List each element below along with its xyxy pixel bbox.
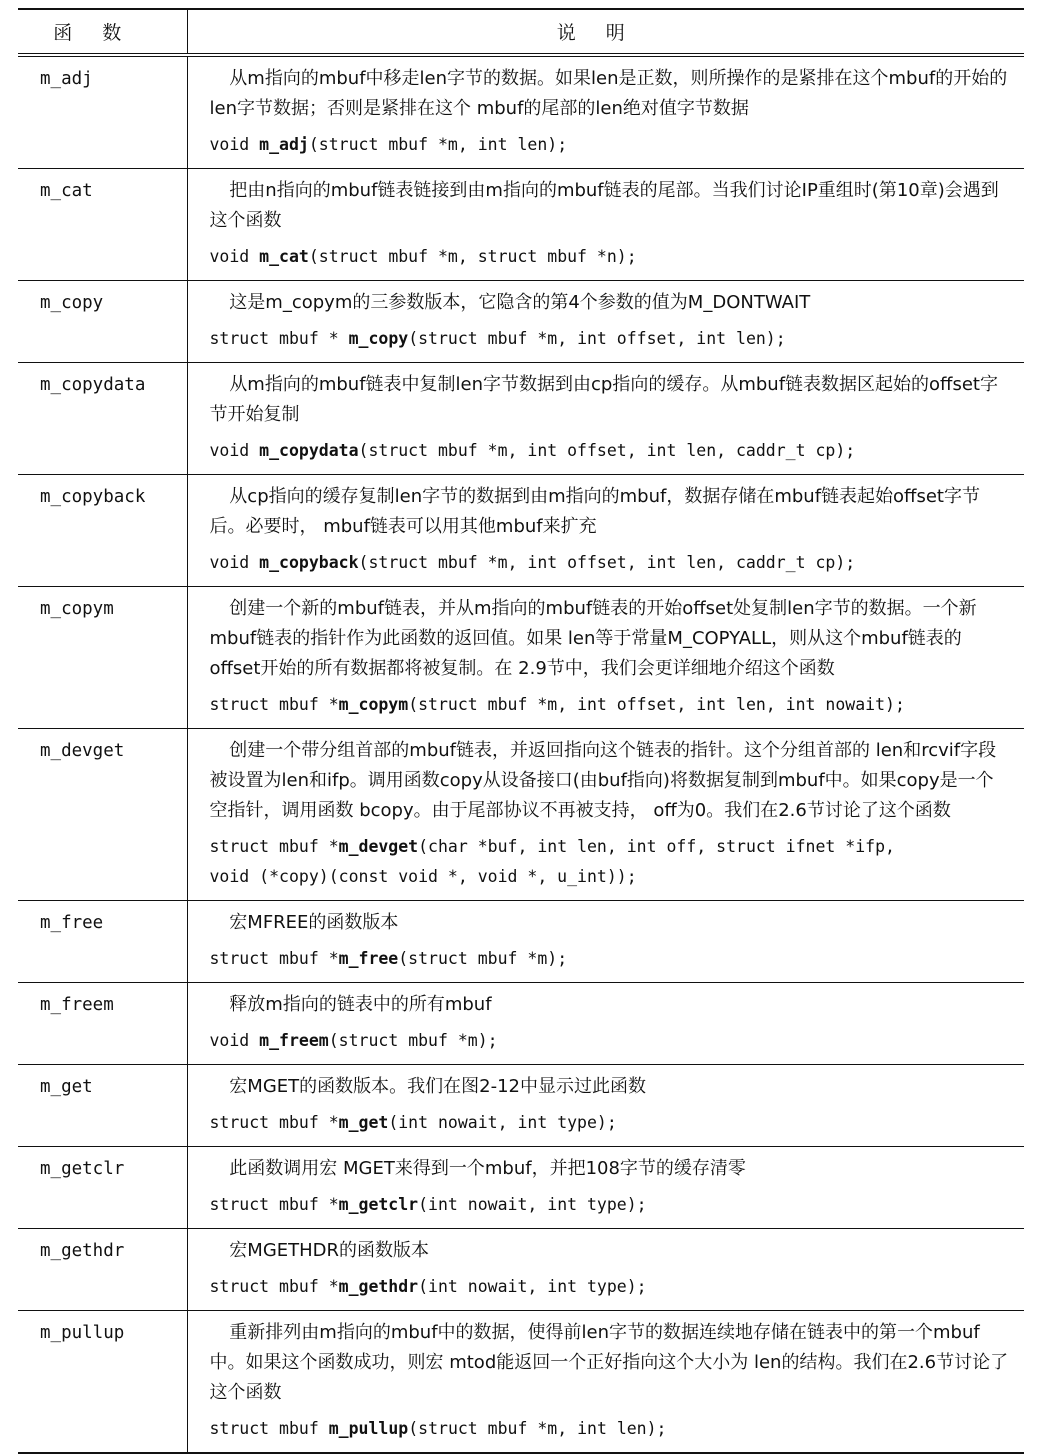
function-description-cell <box>187 983 1024 1065</box>
function-signature <box>210 1190 1011 1220</box>
signature-prefix: struct mbuf * <box>209 695 339 714</box>
signature-prefix: struct mbuf * <box>209 1195 339 1214</box>
signature-prefix: struct mbuf <box>209 1419 329 1438</box>
table-row <box>18 363 1024 475</box>
signature-params: (struct mbuf *m, int len); <box>308 135 568 154</box>
function-signature <box>210 1414 1011 1444</box>
function-signature <box>210 130 1011 160</box>
description-text: 创建一个新的mbuf链表，并从m指向的mbuf链表的开始offset处复制len字节的数据。一个新mbuf链表的指针作为此函数的返回值。如果 len等于常量M_COPYALL，则从这个mbuf链表的offset开始的所有数据都将被复制。在 2.9节中，我们会更详细地介绍这个函数 <box>209 598 977 679</box>
function-name: m_copym <box>18 587 187 729</box>
description-text: 从m指向的mbuf链表中复制len字节数据到由cp指向的缓存。从mbuf链表数据区起始的offset字节开始复制 <box>209 374 998 425</box>
signature-function: m_copy <box>348 329 409 348</box>
signature-params: (struct mbuf *m); <box>328 1031 498 1050</box>
function-description-cell <box>187 1311 1024 1454</box>
table-row <box>18 1147 1024 1229</box>
function-description-cell <box>187 587 1024 729</box>
signature-params: (struct mbuf *m, int offset, int len); <box>408 329 786 348</box>
description-text: 宏MGETHDR的函数版本 <box>229 1240 430 1261</box>
signature-prefix: void <box>209 1031 260 1050</box>
signature-function: m_copym <box>338 695 409 714</box>
function-description-cell <box>187 55 1024 169</box>
signature-function: m_pullup <box>328 1419 409 1438</box>
signature-params: (struct mbuf *m, int offset, int len, int nowait); <box>408 695 905 714</box>
function-description-cell <box>187 1229 1024 1311</box>
signature-prefix: struct mbuf * <box>209 837 339 856</box>
description-text: 宏MFREE的函数版本 <box>229 912 399 933</box>
description-text: 从m指向的mbuf中移走len字节的数据。如果len是正数，则所操作的是紧排在这个mbuf的开始的len字节数据；否则是紧排在这个 mbuf的尾部的len绝对值字节数据 <box>209 68 1008 119</box>
signature-function: m_freem <box>259 1031 329 1050</box>
signature-function: m_gethdr <box>338 1277 419 1296</box>
signature-params: (struct mbuf *m, int offset, int len, caddr_t cp); <box>358 441 856 460</box>
function-signature <box>210 1026 1011 1056</box>
table-header-row <box>18 9 1024 55</box>
function-name: m_adj <box>18 55 187 169</box>
function-table-page <box>18 8 1024 1454</box>
signature-function: m_get <box>338 1113 389 1132</box>
function-name: m_copyback <box>18 475 187 587</box>
signature-function: m_devget <box>338 837 419 856</box>
function-description-cell <box>187 729 1024 901</box>
function-name: m_cat <box>18 169 187 281</box>
signature-prefix: struct mbuf * <box>209 329 349 348</box>
table-row <box>18 983 1024 1065</box>
signature-function: m_copydata <box>259 441 359 460</box>
function-description-cell <box>187 169 1024 281</box>
table-row <box>18 169 1024 281</box>
function-signature <box>210 324 1011 354</box>
signature-prefix: void <box>209 135 260 154</box>
signature-prefix: struct mbuf * <box>209 1113 339 1132</box>
function-signature <box>210 548 1011 578</box>
function-description-cell <box>187 475 1024 587</box>
table-row <box>18 901 1024 983</box>
description-text: 此函数调用宏 MGET来得到一个mbuf，并把108字节的缓存清零 <box>229 1158 746 1179</box>
function-signature <box>210 944 1011 974</box>
header-function: 函数 <box>18 9 187 55</box>
function-signature <box>210 242 1011 272</box>
function-description-cell <box>187 1065 1024 1147</box>
signature-function: m_copyback <box>259 553 359 572</box>
function-name: m_get <box>18 1065 187 1147</box>
function-signature <box>210 1272 1011 1302</box>
description-text: 从cp指向的缓存复制len字节的数据到由m指向的mbuf，数据存储在mbuf链表起始offset字节后。必要时， mbuf链表可以用其他mbuf来扩充 <box>209 486 980 537</box>
signature-params: (struct mbuf *m); <box>398 949 568 968</box>
table-row <box>18 281 1024 363</box>
function-description-cell <box>187 1147 1024 1229</box>
signature-prefix: void <box>209 553 260 572</box>
signature-params: (char *buf, int len, int off, struct ifnet *ifp, void (*copy)(const void *, void *, u_int)); <box>209 837 895 886</box>
signature-function: m_free <box>338 949 399 968</box>
signature-params: (int nowait, int type); <box>388 1113 617 1132</box>
function-signature <box>210 436 1011 466</box>
function-name: m_devget <box>18 729 187 901</box>
function-name: m_copydata <box>18 363 187 475</box>
function-name: m_freem <box>18 983 187 1065</box>
description-text: 把由n指向的mbuf链表链接到由m指向的mbuf链表的尾部。当我们讨论IP重组时(第10章)会遇到这个函数 <box>209 180 999 231</box>
table-row <box>18 729 1024 901</box>
signature-prefix: void <box>209 247 260 266</box>
signature-params: (struct mbuf *m, int offset, int len, caddr_t cp); <box>358 553 856 572</box>
signature-params: (int nowait, int type); <box>418 1195 647 1214</box>
signature-prefix: void <box>209 441 260 460</box>
function-name: m_copy <box>18 281 187 363</box>
signature-function: m_getclr <box>338 1195 419 1214</box>
mbuf-function-table <box>18 8 1024 1454</box>
header-description: 说明 <box>187 9 1024 55</box>
table-row <box>18 55 1024 169</box>
description-text: 宏MGET的函数版本。我们在图2-12中显示过此函数 <box>229 1076 646 1097</box>
table-row <box>18 587 1024 729</box>
description-text: 重新排列由m指向的mbuf中的数据，使得前len字节的数据连续地存储在链表中的第一个mbuf中。如果这个函数成功，则宏 mtod能返回一个正好指向这个大小为 len的结构。我们在2.6节讨论了这个函数 <box>209 1322 1009 1403</box>
table-row <box>18 1229 1024 1311</box>
signature-params: (struct mbuf *m, int len); <box>408 1419 667 1438</box>
function-description-cell <box>187 363 1024 475</box>
function-name: m_gethdr <box>18 1229 187 1311</box>
signature-params: (struct mbuf *m, struct mbuf *n); <box>308 247 637 266</box>
function-name: m_free <box>18 901 187 983</box>
table-row <box>18 1311 1024 1454</box>
function-name: m_pullup <box>18 1311 187 1454</box>
signature-params: (int nowait, int type); <box>418 1277 647 1296</box>
function-name: m_getclr <box>18 1147 187 1229</box>
table-row <box>18 475 1024 587</box>
description-text: 这是m_copym的三参数版本，它隐含的第4个参数的值为M_DONTWAIT <box>229 292 811 313</box>
signature-prefix: struct mbuf * <box>209 1277 339 1296</box>
table-row <box>18 1065 1024 1147</box>
signature-prefix: struct mbuf * <box>209 949 339 968</box>
function-signature <box>210 832 1011 892</box>
function-signature <box>210 1108 1011 1138</box>
description-text: 创建一个带分组首部的mbuf链表，并返回指向这个链表的指针。这个分组首部的 len和rcvif字段被设置为len和ifp。调用函数copy从设备接口(由buf指向)将数据复制到mbuf中。如果copy是一个空指针，调用函数 bcopy。由于尾部协议不再被支持， off为0。我们在2.6节讨论了这个函数 <box>209 740 997 821</box>
signature-function: m_cat <box>259 247 309 266</box>
signature-function: m_adj <box>259 135 309 154</box>
function-description-cell <box>187 901 1024 983</box>
description-text: 释放m指向的链表中的所有mbuf <box>229 994 492 1015</box>
function-description-cell <box>187 281 1024 363</box>
function-signature <box>210 690 1011 720</box>
